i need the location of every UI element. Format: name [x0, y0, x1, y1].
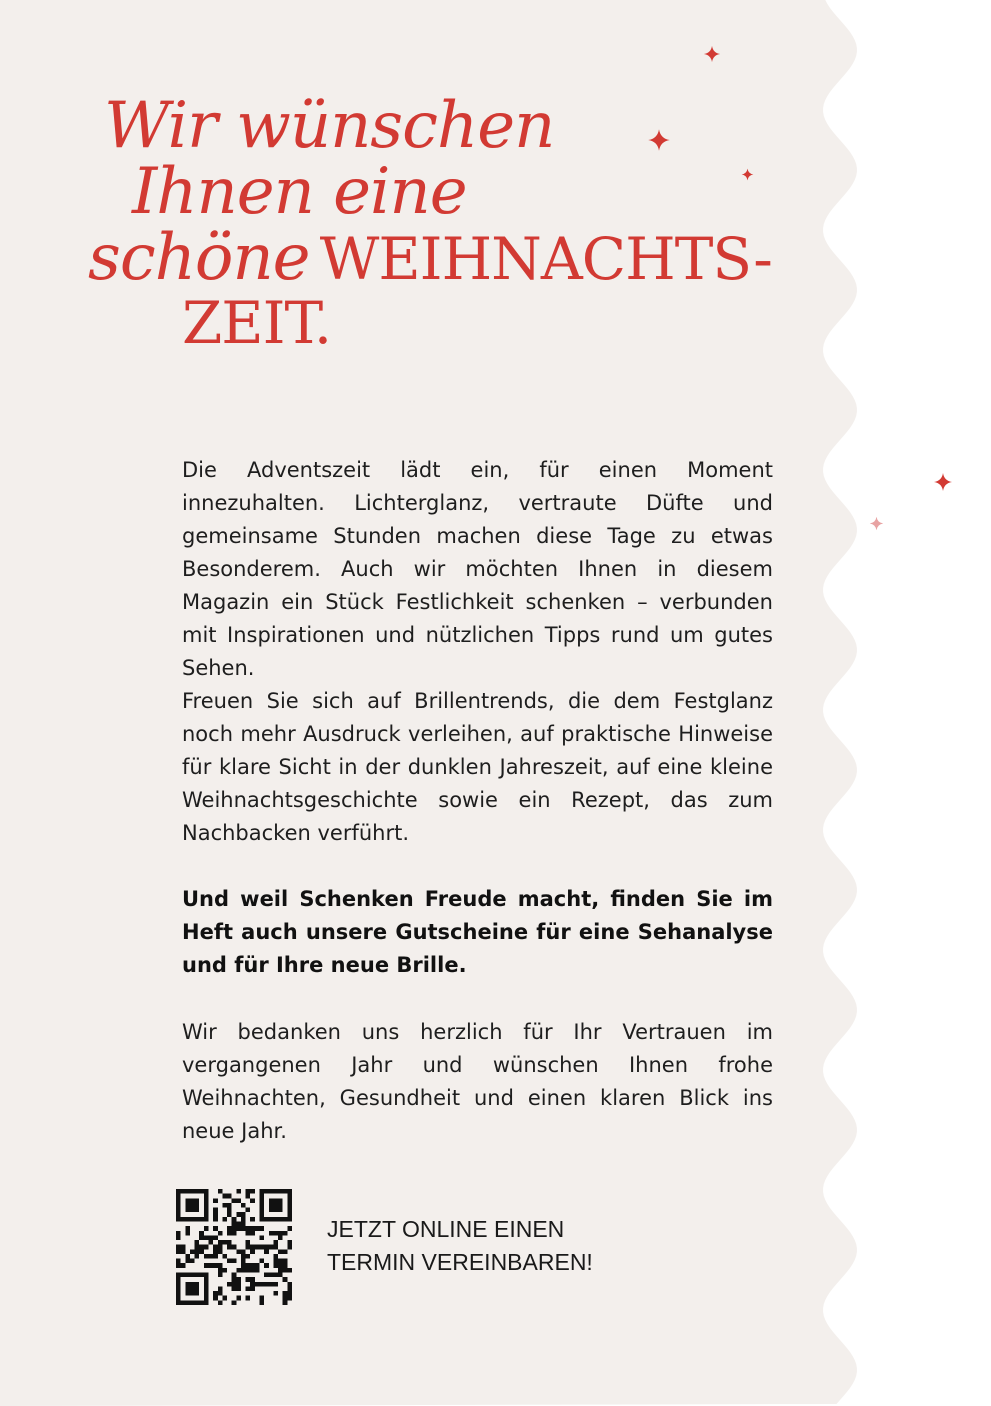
intro-paragraph: Die Adventszeit lädt ein, für einen Moment innezuhalten. Lichterglanz, vertraute Düfte und gemeinsame Stunden machen diese Tage zu etwas Besonderem. Auch wir möchten Ihnen in diesem Magazin ein Stück Festlichkeit schenken – verbunden mit Inspirationen und nützlichen Tipps rund um gutes Sehen. — [182, 458, 773, 680]
headline-italic-word: schöne — [88, 221, 310, 295]
headline-line-1: Wir wünschen — [104, 89, 555, 163]
voucher-paragraph: Und weil Schenken Freude macht, finden Sie im Heft auch unsere Gutscheine für eine Sehanalyse und für Ihre neue Brille. — [182, 887, 773, 977]
sparkle-icon — [741, 168, 754, 181]
sparkle-icon — [703, 45, 721, 63]
headline-line-4: ZEIT. — [182, 289, 332, 357]
headline-line-2: Ihnen eine — [132, 155, 467, 229]
headline-caps-word: WEIHNACHTS- — [319, 225, 772, 293]
headline-line-3 — [88, 221, 772, 295]
sparkle-icon — [869, 516, 884, 531]
sparkle-icon — [933, 472, 953, 492]
cta-line-2[interactable]: TERMIN VEREINBAREN! — [327, 1249, 593, 1275]
thanks-paragraph: Wir bedanken uns herzlich für Ihr Vertrauen im vergangenen Jahr und wünschen Ihnen frohe Weihnachten, Gesundheit und einen klaren Blick ins neue Jahr. — [182, 1020, 773, 1143]
trends-paragraph: Freuen Sie sich auf Brillentrends, die dem Festglanz noch mehr Ausdruck verleihen, auf praktische Hinweise für klare Sicht in der dunklen Jahreszeit, auf eine kleine Weihnachtsgeschichte sowie ein Rezept, das zum Nachbacken verführt. — [182, 689, 773, 845]
cta-line-1[interactable]: JETZT ONLINE EINEN — [327, 1216, 565, 1242]
sparkle-icon — [647, 128, 671, 152]
qr-code-icon[interactable] — [176, 1189, 292, 1305]
